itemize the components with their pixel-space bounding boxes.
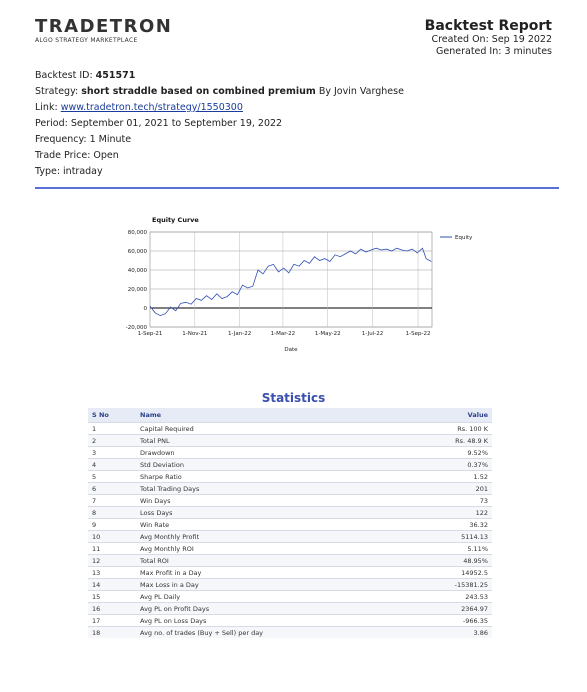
trade-type: Type: intraday [35,166,103,177]
y-tick-label: 20,000 [127,287,147,293]
cell-value: 3.86 [407,627,492,639]
table-row [88,495,492,507]
logo-subtitle: ALGO STRATEGY MARKETPLACE [35,37,138,44]
cell-value: 5.11% [407,543,492,555]
cell-value: 0.37% [407,459,492,471]
cell-sno: 15 [88,591,136,603]
table-row [88,483,492,495]
strategy-label: Strategy: [35,86,82,97]
cell-sno: 14 [88,579,136,591]
cell-value: 243.53 [407,591,492,603]
cell-name: Avg no. of trades (Buy + Sell) per day [136,627,407,639]
cell-name: Loss Days [136,507,407,519]
strategy-author: By Jovin Varghese [315,86,404,97]
cell-name: Capital Required [136,423,407,435]
backtest-id: 451571 [95,70,136,81]
cell-value: 14952.5 [407,567,492,579]
table-row [88,543,492,555]
table-row [88,615,492,627]
cell-sno: 10 [88,531,136,543]
cell-name: Avg PL Daily [136,591,407,603]
table-row [88,435,492,447]
table-row [88,555,492,567]
cell-sno: 13 [88,567,136,579]
cell-name: Std Deviation [136,459,407,471]
cell-name: Total PNL [136,435,407,447]
table-row [88,579,492,591]
cell-value: Rs. 100 K [407,423,492,435]
period: Period: September 01, 2021 to September 19, 2022 [35,118,283,129]
table-row [88,591,492,603]
cell-value: -966.35 [407,615,492,627]
cell-name: Avg Monthly ROI [136,543,407,555]
cell-value: Rs. 48.9 K [407,435,492,447]
table-row [88,531,492,543]
statistics-header-row [88,408,492,423]
x-tick-label: 1-Nov-21 [182,331,208,337]
cell-value: 122 [407,507,492,519]
cell-name: Win Rate [136,519,407,531]
table-row [88,603,492,615]
cell-sno: 12 [88,555,136,567]
cell-sno: 6 [88,483,136,495]
cell-value: 73 [407,495,492,507]
trade-price: Trade Price: Open [35,150,119,161]
header-name: Name [136,408,407,423]
cell-sno: 4 [88,459,136,471]
plot-frame [150,232,432,327]
strategy-line [35,84,404,100]
cell-name: Drawdown [136,447,407,459]
backtest-meta [35,68,404,180]
cell-name: Sharpe Ratio [136,471,407,483]
cell-value: 9.52% [407,447,492,459]
table-row [88,627,492,639]
table-row [88,519,492,531]
legend-label: Equity [455,235,473,241]
table-row [88,459,492,471]
cell-sno: 7 [88,495,136,507]
y-tick-label: -20,000 [125,325,147,331]
cell-name: Avg PL on Profit Days [136,603,407,615]
strategy-name: short straddle based on combined premium [81,86,316,97]
report-header [425,18,552,58]
header-value: Value [407,408,492,423]
x-tick-label: 1-Mar-22 [270,331,296,337]
equity-chart-svg [100,210,520,385]
table-row [88,507,492,519]
x-axis-label: Date [284,347,298,353]
x-tick-label: 1-Jul-22 [361,331,384,337]
cell-name: Total Trading Days [136,483,407,495]
cell-name: Max Profit in a Day [136,567,407,579]
cell-value: -15381.25 [407,579,492,591]
equity-chart [100,210,520,385]
y-tick-label: 0 [143,306,147,312]
cell-sno: 5 [88,471,136,483]
cell-name: Total ROI [136,555,407,567]
logo-text: TRADETRON [35,16,173,37]
table-row [88,423,492,435]
x-tick-label: 1-May-22 [314,331,341,337]
cell-name: Max Loss in a Day [136,579,407,591]
cell-value: 48.95% [407,555,492,567]
cell-sno: 9 [88,519,136,531]
cell-name: Avg Monthly Profit [136,531,407,543]
header-sno: S No [88,408,136,423]
report-title: Backtest Report [424,18,552,34]
header-divider [35,187,559,189]
cell-sno: 1 [88,423,136,435]
table-row [88,471,492,483]
y-tick-label: 40,000 [127,268,147,274]
cell-sno: 11 [88,543,136,555]
cell-value: 5114.13 [407,531,492,543]
cell-sno: 3 [88,447,136,459]
tradetron-logo [35,18,172,44]
statistics-title: Statistics [261,391,326,405]
cell-value: 36.32 [407,519,492,531]
y-tick-label: 80,000 [127,230,147,236]
cell-name: Avg PL on Loss Days [136,615,407,627]
cell-name: Win Days [136,495,407,507]
backtest-id-label: Backtest ID: [35,70,96,81]
cell-value: 2364.97 [407,603,492,615]
cell-value: 1.52 [407,471,492,483]
x-tick-label: 1-Sep-21 [137,331,163,337]
statistics-table [88,408,492,638]
strategy-link[interactable]: www.tradetron.tech/strategy/1550300 [60,102,243,113]
table-row [88,567,492,579]
created-on: Created On: Sep 19 2022 [431,34,552,45]
cell-sno: 16 [88,603,136,615]
generated-in: Generated In: 3 minutes [436,46,552,57]
y-tick-label: 60,000 [127,249,147,255]
cell-sno: 18 [88,627,136,639]
frequency: Frequency: 1 Minute [35,134,132,145]
cell-sno: 2 [88,435,136,447]
backtest-id-line [35,68,404,84]
equity-series-line [150,248,431,315]
table-row [88,447,492,459]
chart-title: Equity Curve [152,216,199,224]
cell-sno: 17 [88,615,136,627]
x-tick-label: 1-Jan-22 [227,331,252,337]
x-tick-label: 1-Sep-22 [405,331,431,337]
cell-sno: 8 [88,507,136,519]
link-line [35,100,404,116]
link-label: Link: [35,102,61,113]
cell-value: 201 [407,483,492,495]
